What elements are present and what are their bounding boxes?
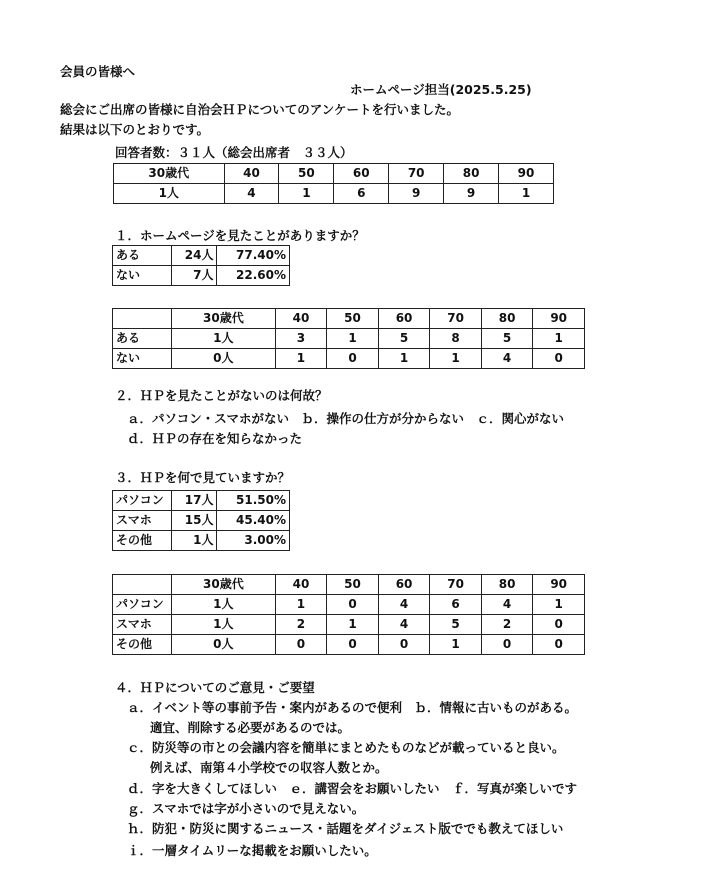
table-cell: 4 [481,595,533,615]
q4-line: ｃ．防災等の市との会議内容を簡単にまとめたものなどが載っていると良い。 [127,740,565,755]
table-cell: 0 [378,635,430,655]
table-cell: 90 [533,309,585,329]
table-cell: 30歳代 [114,164,225,184]
q2-title: ２．ＨＰを見たことがないのは何故？ [115,388,328,403]
table-cell: その他 [113,635,172,655]
table-cell: 40 [275,575,327,595]
table-cell: 6 [334,184,389,204]
table-cell: ない [113,349,172,369]
table-cell: ない [113,266,172,286]
table-cell: パソコン [113,491,172,511]
table-row [113,246,290,266]
table-cell [113,309,172,329]
table-cell: 60 [334,164,389,184]
table-row [114,164,554,184]
table-row [114,184,554,204]
table-cell: 1 [430,635,482,655]
table-cell: 60 [378,575,430,595]
q4-line: 適宜、削除する必要があるのでは。 [150,720,351,735]
table-cell: 0 [327,595,379,615]
q4-line: ａ．イベント等の事前予告・案内があるので便利 ｂ．情報に古いものがある。 [127,700,578,715]
table-cell: 1 [279,184,334,204]
table-cell: 1 [327,329,379,349]
q2-answer: ｄ．ＨＰの存在を知らなかった [127,431,303,446]
table-cell: 0 [481,635,533,655]
table-row [113,349,585,369]
q2-answer: ａ．パソコン・スマホがない ｂ．操作の仕方が分からない ｃ．関心がない [127,411,565,426]
table-row [113,615,585,635]
table-cell: 1人 [172,531,217,551]
table-row [113,575,585,595]
q4-title: ４．ＨＰについてのご意見・ご要望 [115,680,315,695]
q1-title: １．ホームページを見たことがありますか？ [115,228,365,243]
table-cell: 0人 [172,349,276,369]
table-cell: スマホ [113,615,172,635]
table-cell: 15人 [172,511,217,531]
table-cell: 6 [430,595,482,615]
table-cell: 60 [378,309,430,329]
table-cell: 1人 [172,329,276,349]
author-date: ホームページ担当(2025.5.25) [350,82,532,97]
table-row [113,531,290,551]
age-table [113,163,554,204]
intro-line: 結果は以下のとおりです。 [60,122,210,137]
table-row [113,266,290,286]
table-cell: 0 [533,349,585,369]
table-cell: 1人 [172,595,276,615]
table-cell: 2 [481,615,533,635]
table-cell: 70 [430,575,482,595]
table-row [113,491,290,511]
table-cell: 5 [378,329,430,349]
table-cell: 3 [275,329,327,349]
q4-line: 例えば、南第４小学校での収容人数とか。 [150,760,388,775]
q4-line: ｇ．スマホでは字が小さいので見えない。 [127,801,365,816]
table-cell: 17人 [172,491,217,511]
table-cell: 80 [481,309,533,329]
table-cell: 4 [481,349,533,369]
table-cell: 1 [533,329,585,349]
table-cell: 40 [224,164,279,184]
q3-summary-table [112,490,290,551]
table-cell: 3.00% [217,531,290,551]
table-cell: 50 [327,575,379,595]
table-cell: 90 [533,575,585,595]
q4-line: ｄ．字を大きくしてほしい ｅ．講習会をお願いしたい ｆ．写真が楽しいです [127,781,578,796]
table-cell: 77.40% [217,246,290,266]
table-cell: 1 [499,184,554,204]
table-cell: 0人 [172,635,276,655]
table-cell: 1 [430,349,482,369]
table-cell: 1 [275,349,327,369]
table-row [113,595,585,615]
table-cell: 80 [444,164,499,184]
table-cell: パソコン [113,595,172,615]
table-cell: 1 [327,615,379,635]
table-cell: 50 [279,164,334,184]
table-cell: スマホ [113,511,172,531]
table-cell: 0 [327,635,379,655]
q1-summary-table [112,245,290,286]
table-cell: 9 [389,184,444,204]
table-cell: 24人 [172,246,217,266]
table-cell: 1 [533,595,585,615]
table-cell: 51.50% [217,491,290,511]
table-cell: 4 [378,615,430,635]
table-cell: 80 [481,575,533,595]
table-cell: ある [113,246,172,266]
table-cell: 45.40% [217,511,290,531]
table-cell: 1人 [172,615,276,635]
intro-line: 総会にご出席の皆様に自治会ＨＰについてのアンケートを行いました。 [60,102,460,117]
table-cell: 0 [533,615,585,635]
table-cell: 0 [533,635,585,655]
table-cell: 2 [275,615,327,635]
table-cell [113,575,172,595]
table-cell: 5 [430,615,482,635]
table-cell: 4 [378,595,430,615]
q3-by-age-table [112,574,585,655]
table-cell: 90 [499,164,554,184]
table-cell: 7人 [172,266,217,286]
q1-by-age-table [112,308,585,369]
table-cell: 1 [275,595,327,615]
table-cell: 50 [327,309,379,329]
greeting: 会員の皆様へ [60,64,136,79]
table-cell: 22.60% [217,266,290,286]
table-row [113,329,585,349]
table-cell: 1人 [114,184,225,204]
q4-line: ｈ．防犯・防災に関するニュース・話題をダイジェスト版ででも教えてほしい [127,821,564,836]
table-cell: 0 [327,349,379,369]
table-cell: 30歳代 [172,309,276,329]
table-row [113,511,290,531]
table-cell: 8 [430,329,482,349]
table-cell: ある [113,329,172,349]
table-cell: 0 [275,635,327,655]
q3-title: ３．ＨＰを何で見ていますか？ [115,470,291,485]
table-row [113,635,585,655]
table-cell: 70 [430,309,482,329]
table-cell: 40 [275,309,327,329]
table-cell: 70 [389,164,444,184]
q4-line: ｉ．一層タイムリーな掲載をお願いしたい。 [127,843,377,858]
table-cell: 4 [224,184,279,204]
table-cell: 1 [378,349,430,369]
table-cell: 30歳代 [172,575,276,595]
table-cell: 5 [481,329,533,349]
table-cell: その他 [113,531,172,551]
table-row [113,309,585,329]
respondent-count: 回答者数：３１人（総会出席者 ３３人） [115,145,353,160]
table-cell: 9 [444,184,499,204]
